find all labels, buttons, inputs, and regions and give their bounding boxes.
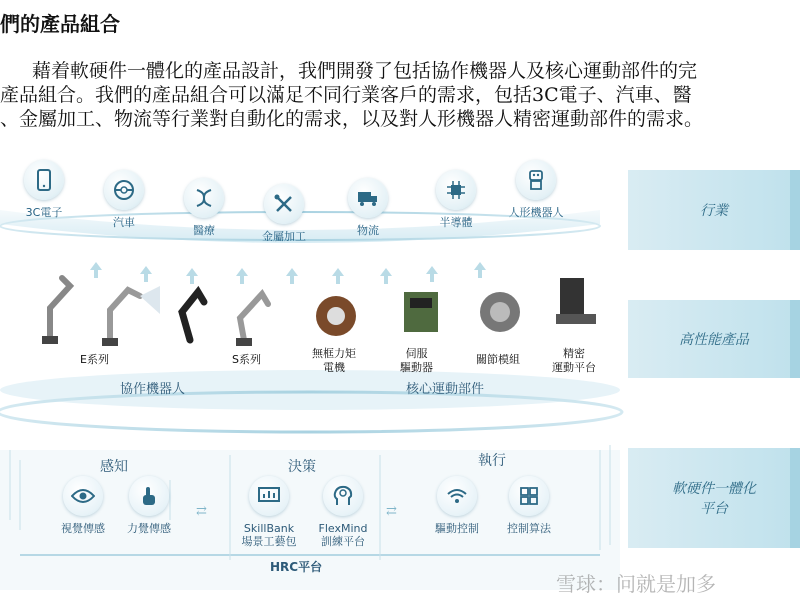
- tab-integration: [628, 448, 800, 548]
- section-heading: 們的產品組合: [0, 12, 120, 36]
- swap-arrows-icon: ⇄: [196, 504, 207, 519]
- industry-label: 半導體: [439, 216, 473, 229]
- platform-skillbank: [234, 476, 304, 548]
- industry-semiconductor: [418, 170, 494, 230]
- swap-arrows-icon: ⇄: [386, 504, 397, 519]
- platform-item-label: SkillBank 場景工藝包: [241, 522, 297, 548]
- platform-item-label: 力覺傳感: [127, 522, 171, 535]
- platform-control-algorithm: [494, 476, 564, 535]
- group-cobots-label: 協作機器人: [120, 382, 186, 397]
- industry-humanoid: [498, 160, 574, 220]
- smartphone-icon: [24, 160, 64, 200]
- platform-vision-sensing: [48, 476, 118, 535]
- robot-icon: [516, 160, 556, 200]
- platform-item-label: 控制算法: [507, 522, 551, 535]
- group-perception-title: 感知: [100, 459, 128, 475]
- industry-medical: [166, 178, 242, 238]
- tab-products: [628, 300, 800, 378]
- tab-industry: [628, 170, 800, 250]
- product-frameless-motor-label: 無框力矩 電機: [312, 347, 356, 374]
- platform-drive-control: [422, 476, 492, 535]
- dna-icon: [184, 178, 224, 218]
- cobot-e-series-image: [50, 278, 70, 338]
- monitor-chart-icon: [249, 476, 289, 516]
- product-joint-module-label: 關節模組: [476, 353, 520, 366]
- brain-head-icon: [323, 476, 363, 516]
- industry-label: 人形機器人: [508, 206, 564, 219]
- hrc-platform-label: HRC平台: [270, 560, 323, 574]
- watermark: [556, 568, 716, 597]
- chip-icon: [436, 170, 476, 210]
- tab-integration-label: 軟硬件一體化 平台: [672, 481, 756, 517]
- watermark-text: 雪球：问就是加多: [556, 572, 716, 596]
- industry-label: 金屬加工: [262, 230, 306, 243]
- group-core-components-label: 核心運動部件: [406, 382, 485, 397]
- paragraph-line-3: 、金屬加工、物流等行業對自動化的需求，以及對人形機器人精密運動部件的需求。: [0, 108, 704, 130]
- platform-item-label: 驅動控制: [435, 522, 479, 535]
- product-servo-driver-label: 伺服 驅動器: [400, 347, 433, 374]
- wifi-icon: [437, 476, 477, 516]
- group-decision-title: 決策: [288, 459, 316, 475]
- industry-metal: [246, 184, 322, 244]
- platform-item-label: 視覺傳感: [61, 522, 105, 535]
- industry-label: 物流: [357, 224, 379, 237]
- eye-icon: [63, 476, 103, 516]
- industry-3c: [6, 160, 82, 220]
- tools-icon: [264, 184, 304, 224]
- product-s-series-label: S系列: [232, 353, 261, 366]
- product-images: [0, 268, 620, 348]
- steering-wheel-icon: [104, 170, 144, 210]
- product-precision-platform-label: 精密 運動平台: [552, 347, 596, 374]
- touch-hand-icon: [129, 476, 169, 516]
- grid-icon: [509, 476, 549, 516]
- platform-item-label: FlexMind 訓練平台: [318, 522, 368, 548]
- platform-flexmind: [308, 476, 378, 548]
- industry-label: 汽車: [113, 216, 135, 229]
- tab-products-label: 高性能產品: [679, 332, 749, 348]
- industry-label: 醫療: [193, 224, 215, 237]
- industry-logistics: [330, 178, 406, 238]
- industry-auto: [86, 170, 162, 230]
- paragraph-line-2: 產品組合。我們的產品組合可以滿足不同行業客戶的需求，包括3C電子、汽車、醫: [0, 84, 692, 106]
- industry-label: 3C電子: [25, 206, 63, 219]
- box-truck-icon: [348, 178, 388, 218]
- group-execution-title: 執行: [478, 453, 506, 469]
- paragraph-line-1: 藉着軟硬件一體化的產品設計，我們開發了包括協作機器人及核心運動部件的完: [32, 60, 698, 82]
- platform-force-sensing: [114, 476, 184, 535]
- product-e-series-label: E系列: [80, 353, 109, 366]
- tab-industry-label: 行業: [700, 203, 728, 219]
